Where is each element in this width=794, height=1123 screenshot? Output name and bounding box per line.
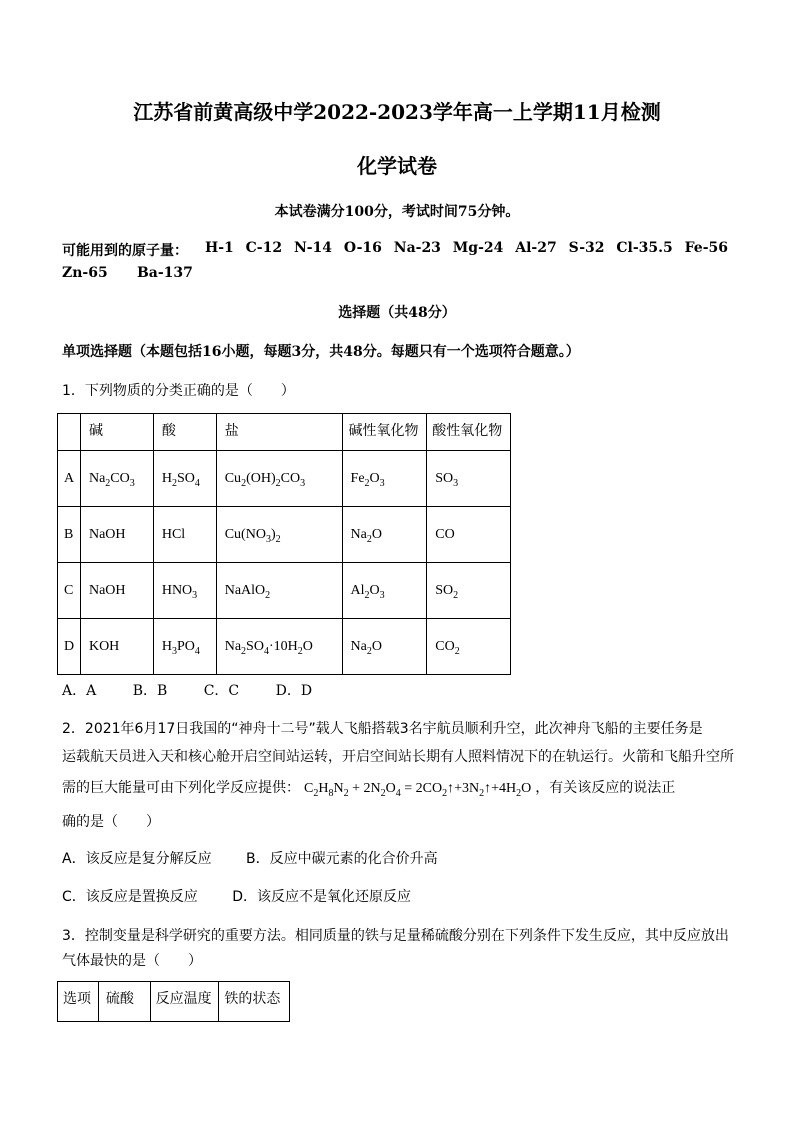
q1-stem: 1．下列物质的分类正确的是（ ） [62,383,295,399]
q2-line1: 2．2021年6月17日我国的“神舟十二号”载人飞船搭载3名宇航员顺利升空，此次神舟飞船的主要任务是 [62,721,703,737]
q2-line3 [62,777,675,797]
table-cell: $Al_2O_3$ [342,563,427,619]
q2-line2: 运载航天员进入天和核心舱开启空间站运转，开启空间站长期有人照料情况下的在轨运行。火箭和飞船升空所 [62,749,734,765]
q2-line3-pre: 需的巨大能量可由下列化学反应提供： [62,780,300,796]
q2-line4: 确的是（ ） [62,814,160,830]
q3-table [57,981,290,1022]
q1-options [62,680,312,700]
table-cell: $Na_2O$ [342,507,427,563]
atomic-mass: Ba-137 [136,265,193,281]
table-row [58,563,511,619]
table-cell: KOH [80,619,153,675]
option-c: C．C [203,683,240,699]
row-label: D [58,619,81,675]
option-a: A．A [62,683,97,699]
table-cell: $Cu_2(OH)_2CO_3$ [216,451,342,507]
q2-line3-post: ，有关该反应的说法正 [535,780,676,796]
q3-line2: 气体最快的是（ ） [62,953,202,969]
table-cell: $SO_3$ [427,451,511,507]
table-cell: CO [427,507,511,563]
table-cell: $Na_2CO_3$ [80,451,153,507]
table-cell: HCl [153,507,216,563]
row-label: A [58,451,81,507]
atomic-mass-list-line1 [205,240,728,256]
table-cell: $Na_2SO_4\cdot 10H_2O$ [216,619,342,675]
atomic-mass-label: 可能用到的原子量： [62,243,188,259]
table-header-cell [58,414,81,451]
q1-table [57,413,511,675]
table-row [58,507,511,563]
table-cell: $H_2SO_4$ [153,451,216,507]
table-header-cell: 反应温度 [150,982,219,1022]
atomic-mass: Mg-24 [452,240,504,256]
q2-options-row1 [62,848,438,868]
section-heading: 选择题（共48分） [338,305,456,321]
table-cell: $SO_2$ [427,563,511,619]
atomic-mass-list-line2 [62,265,193,281]
table-header-cell: 碱性氧化物 [342,414,427,451]
atomic-mass: H-1 [205,240,234,256]
table-cell: $H_3PO_4$ [153,619,216,675]
option-c: C．该反应是置换反应 [62,889,198,905]
table-header-cell: 铁的状态 [219,982,290,1022]
atomic-mass: Na-23 [393,240,441,256]
q2-equation: $C_2H_8N_2 + 2N_2O_4$ = $2CO_2↑+3N_2↑+4H_2O$ [304,781,532,799]
table-cell: NaOH [80,507,153,563]
table-header-cell: 盐 [216,414,342,451]
table-cell: $CO_2$ [427,619,511,675]
section-instruction: 单项选择题（本题包括16小题，每题3分，共48分。每题只有一个选项符合题意。） [62,344,580,360]
option-b: B．反应中碳元素的化合价升高 [246,851,438,867]
table-row [58,451,511,507]
atomic-mass: S-32 [568,240,605,256]
table-header-cell: 硫酸 [98,982,150,1022]
atomic-mass: C-12 [245,240,283,256]
q2-options-row2 [62,886,411,906]
atomic-mass: O-16 [343,240,382,256]
atomic-mass: Zn-65 [62,265,108,281]
table-header-row [58,414,511,451]
atomic-mass: Fe-56 [684,240,728,256]
table-header-cell: 碱 [80,414,153,451]
table-header-cell: 选项 [58,982,99,1022]
table-row [58,619,511,675]
exam-title: 江苏省前黄高级中学2022-2023学年高一上学期11月检测 [133,100,661,124]
option-d: D．D [275,683,313,699]
row-label: C [58,563,81,619]
table-header-row [58,982,290,1022]
table-header-cell: 酸 [153,414,216,451]
option-d: D．该反应不是氧化还原反应 [232,889,412,905]
table-cell: $Fe_2O_3$ [342,451,427,507]
table-cell: $HNO_3$ [153,563,216,619]
table-cell: NaOH [80,563,153,619]
row-label: B [58,507,81,563]
atomic-mass: Al-27 [515,240,557,256]
q3-line1: 3．控制变量是科学研究的重要方法。相同质量的铁与足量稀硫酸分别在下列条件下发生反应，其中反应放出 [62,928,729,944]
score-note: 本试卷满分100分，考试时间75分钟。 [274,204,520,220]
table-header-cell: 酸性氧化物 [427,414,511,451]
atomic-mass: Cl-35.5 [616,240,673,256]
table-cell: $Cu(NO_3)_2$ [216,507,342,563]
option-a: A．该反应是复分解反应 [62,851,212,867]
table-cell: $Na_2O$ [342,619,427,675]
exam-subtitle: 化学试卷 [357,154,437,178]
table-cell: NaAlO$_2$ [216,563,342,619]
option-b: B．B [132,683,168,699]
atomic-mass: N-14 [293,240,333,256]
